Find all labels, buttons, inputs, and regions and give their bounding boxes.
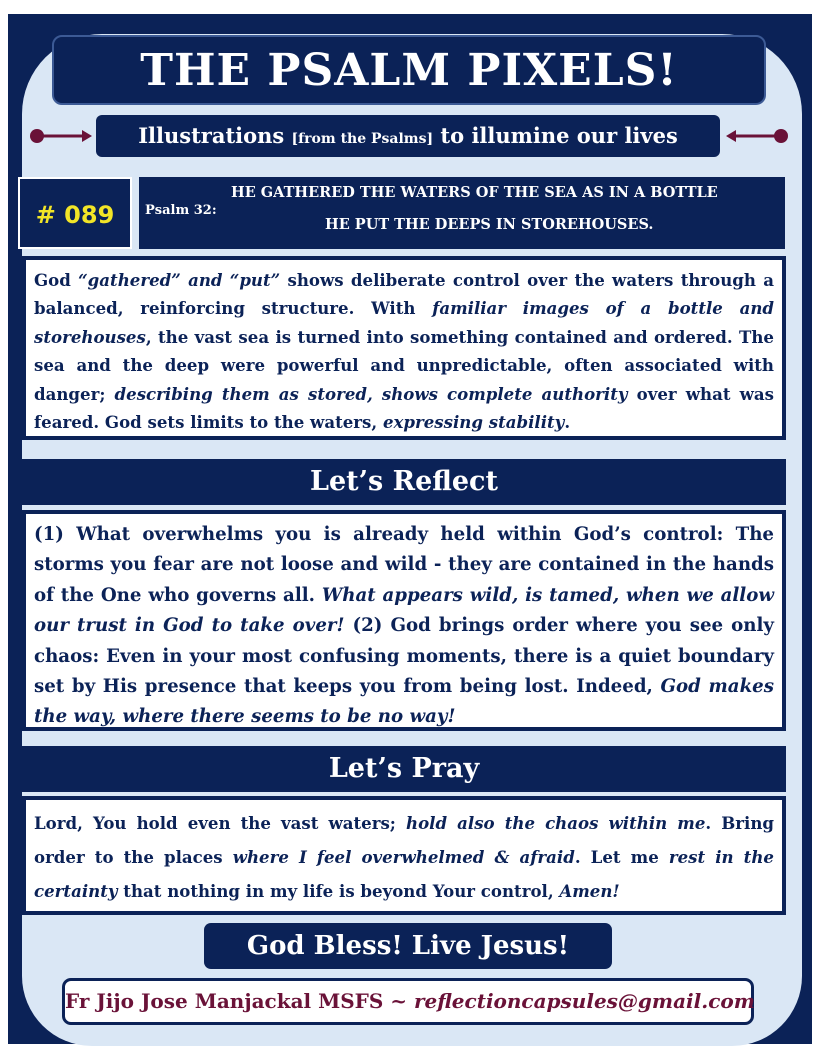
subtitle-pre: Illustrations [138, 123, 292, 148]
arrow-left-icon [726, 126, 790, 146]
page-title: THE PSALM PIXELS! [52, 35, 766, 105]
subtitle-post: to illumine our lives [433, 123, 678, 148]
author-name: Fr Jijo Jose Manjackal MSFS ~ [65, 989, 414, 1013]
reflect-text: (1) What overwhelms you is already held within God’s control: The storms you fear are not loose and wild - they are contained in the hands of the One who governs all. What appears wild, is tamed, when we allow our trust in God to take over! (2) God brings order where you see only chaos: Even in your most confusing moments, there is a quiet boundary set by His presence that keeps you from being lost. Indeed, God makes the way, where there seems to be no way! [22, 510, 786, 731]
author-footer [62, 978, 754, 1025]
verse-line-1: HE GATHERED THE WATERS OF THE SEA AS IN A BOTTLE [231, 184, 718, 201]
psalm-reference: Psalm 32: [145, 203, 217, 218]
verse-box [139, 177, 785, 249]
verse-line-2: HE PUT THE DEEPS IN STOREHOUSES. [325, 216, 654, 233]
pray-heading: Let’s Pray [22, 746, 786, 792]
subtitle [96, 115, 720, 157]
blessing-banner: God Bless! Live Jesus! [204, 923, 612, 969]
arrow-right-icon [28, 126, 92, 146]
subtitle-small: [from the Psalms] [291, 131, 434, 147]
entry-number: # 089 [18, 177, 132, 249]
reflect-heading: Let’s Reflect [22, 459, 786, 505]
prayer-text: Lord, You hold even the vast waters; hold also the chaos within me. Bring order to the places where I feel overwhelmed & afraid. Let me rest in the certainty that nothing in my life is beyond Your control, Amen! [22, 796, 786, 915]
commentary-text: God “gathered” and “put” shows deliberate control over the waters through a balanced, reinforcing structure. With familiar images of a bottle and storehouses, the vast sea is turned into something contained and ordered. The sea and the deep were powerful and unpredictable, often associated with danger; describing them as stored, shows complete authority over what was feared. God sets limits to the waters, expressing stability. [22, 256, 786, 440]
author-email[interactable]: reflectioncapsules@gmail.com [414, 989, 755, 1013]
